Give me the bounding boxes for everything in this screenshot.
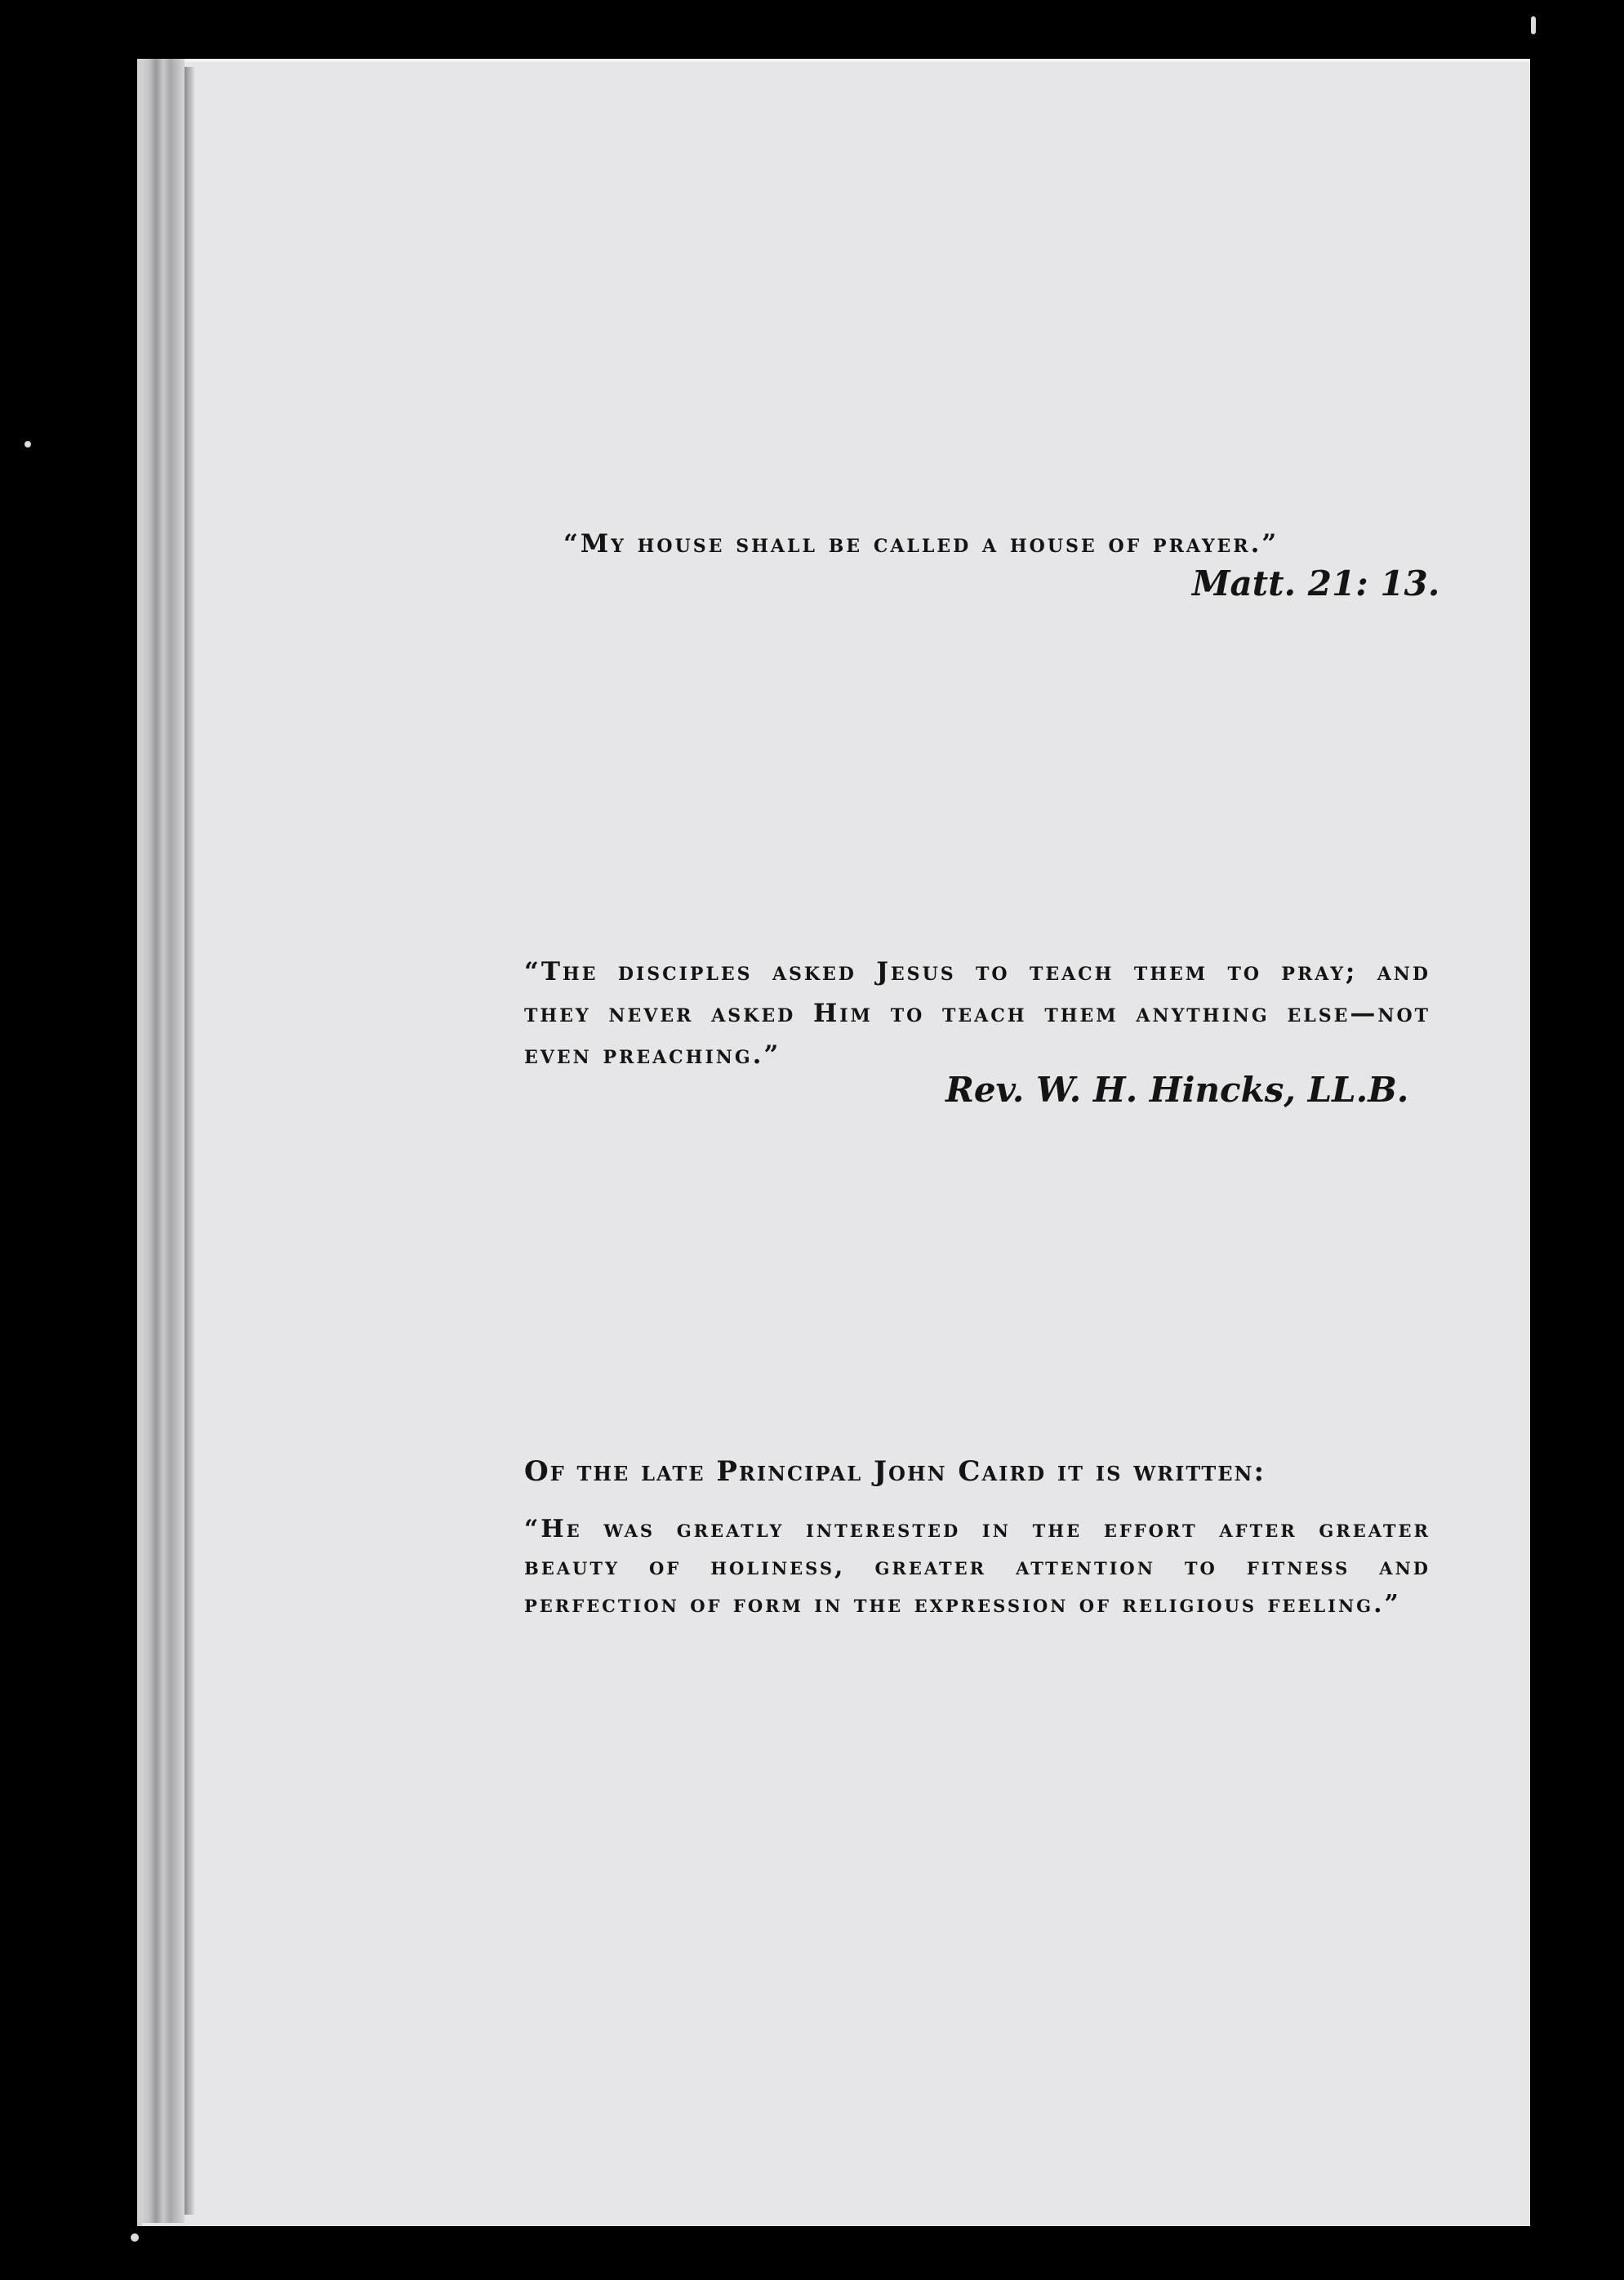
dust-speck: [1531, 16, 1536, 34]
citation-hincks: Rev. W. H. Hincks, LL.B.: [945, 1070, 1409, 1110]
dust-speck: [24, 441, 31, 448]
citation-matthew: Matt. 21: 13.: [1192, 563, 1440, 603]
binding-shadow: [185, 67, 194, 2215]
page-gutter: [137, 59, 185, 2223]
quote-disciples: “The disciples asked Jesus to teach them to pray; and they never asked Him to teach them anything else—not even preaching.”: [524, 957, 1430, 1070]
caird-intro: Of the late Principal John Caird it is written:: [524, 1455, 1266, 1488]
dust-speck: [131, 2233, 139, 2242]
book-page: [137, 59, 1530, 2226]
quote-caird: “He was greatly interested in the effort after greater beauty of holiness, greater attention to fitness and perfection of form in the expression of religious feeling.”: [524, 1515, 1430, 1619]
quote-matthew: “My house shall be called a house of prayer.”: [563, 529, 1279, 559]
